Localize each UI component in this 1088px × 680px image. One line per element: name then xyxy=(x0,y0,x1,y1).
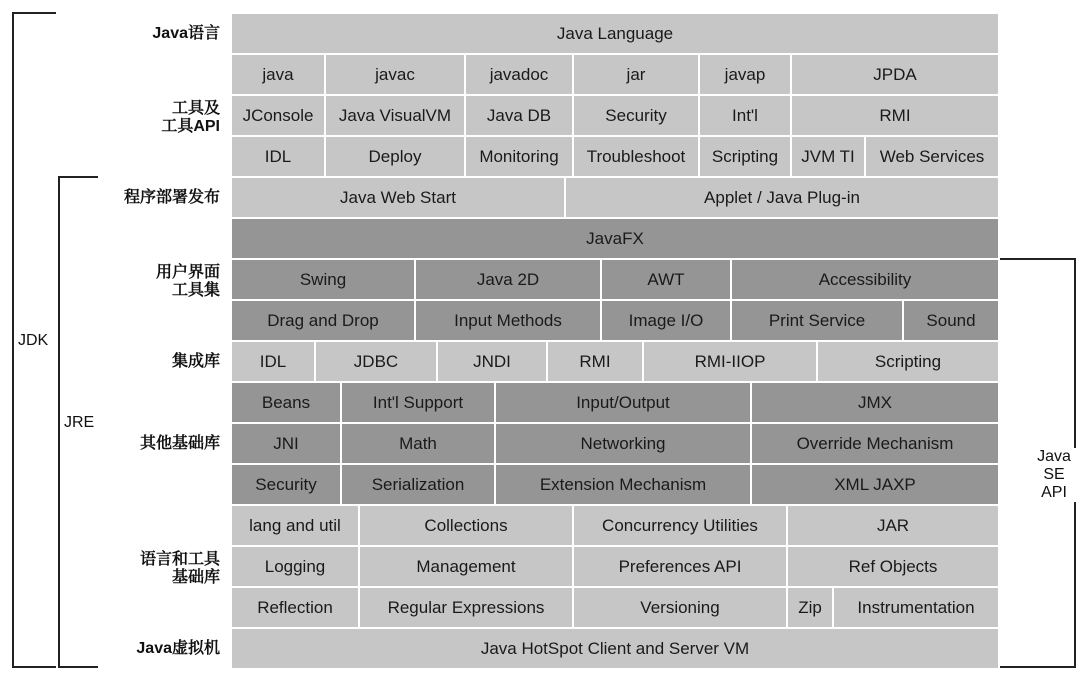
jre-label: JRE xyxy=(64,414,95,431)
cell-serialization: Serialization xyxy=(342,465,496,506)
cell-reflection: Reflection xyxy=(232,588,360,629)
row-label-ui xyxy=(100,260,220,300)
row-label-java-language: Java语言 xyxy=(152,25,220,42)
cell-logging: Logging xyxy=(232,547,360,588)
cell-applet-plugin: Applet / Java Plug-in xyxy=(566,178,1000,219)
cell-override-mechanism: Override Mechanism xyxy=(752,424,1000,465)
cell-math: Math xyxy=(342,424,496,465)
cell-tool-intl: Int'l xyxy=(700,96,792,137)
cell-tool-jar: jar xyxy=(574,55,700,96)
cell-awt: AWT xyxy=(602,260,732,301)
cell-instrumentation: Instrumentation xyxy=(834,588,1000,629)
javase-label-line1: Java SE xyxy=(1037,448,1071,483)
row-label-lang-util-line1: 语言和工具 xyxy=(139,551,220,568)
cell-integ-rmi-iiop: RMI-IIOP xyxy=(644,342,818,383)
cell-java2d: Java 2D xyxy=(416,260,602,301)
cell-integ-rmi: RMI xyxy=(548,342,644,383)
cell-preferences-api: Preferences API xyxy=(574,547,788,588)
cell-tool-scripting: Scripting xyxy=(700,137,792,178)
cell-tool-javadb: Java DB xyxy=(466,96,574,137)
cell-lang-and-util: lang and util xyxy=(232,506,360,547)
cell-tool-jpda: JPDA xyxy=(792,55,1000,96)
cell-networking: Networking xyxy=(496,424,752,465)
row-label-deploy: 程序部署发布 xyxy=(123,189,220,206)
cell-swing: Swing xyxy=(232,260,416,301)
javase-label-line2: API xyxy=(1041,484,1067,501)
cell-regular-expressions: Regular Expressions xyxy=(360,588,574,629)
cell-jni: JNI xyxy=(232,424,342,465)
cell-drag-and-drop: Drag and Drop xyxy=(232,301,416,342)
cell-sound: Sound xyxy=(904,301,1000,342)
row-label-jvm: Java虚拟机 xyxy=(136,640,220,657)
cell-tool-idl: IDL xyxy=(232,137,326,178)
cell-management: Management xyxy=(360,547,574,588)
cell-xml-jaxp: XML JAXP xyxy=(752,465,1000,506)
row-label-lang-util xyxy=(100,547,220,587)
row-label-ui-line1: 用户界面 xyxy=(155,264,220,281)
cell-tool-monitoring: Monitoring xyxy=(466,137,574,178)
row-label-tools xyxy=(100,96,220,136)
cell-integ-jdbc: JDBC xyxy=(316,342,438,383)
cell-input-output: Input/Output xyxy=(496,383,752,424)
cell-tool-webservices: Web Services xyxy=(866,137,1000,178)
cell-tool-javadoc: javadoc xyxy=(466,55,574,96)
cell-ref-objects: Ref Objects xyxy=(788,547,1000,588)
cell-integ-idl: IDL xyxy=(232,342,316,383)
cell-tool-jvmti: JVM TI xyxy=(792,137,866,178)
cell-tool-javap: javap xyxy=(700,55,792,96)
cell-integ-jndi: JNDI xyxy=(438,342,548,383)
row-label-integration: 集成库 xyxy=(171,353,220,370)
cell-tool-java: java xyxy=(232,55,326,96)
cell-accessibility: Accessibility xyxy=(732,260,1000,301)
cell-tool-deploy: Deploy xyxy=(326,137,466,178)
cell-tool-visualvm: Java VisualVM xyxy=(326,96,466,137)
cell-input-methods: Input Methods xyxy=(416,301,602,342)
row-label-tools-line1: 工具及 xyxy=(171,100,220,117)
cell-tool-jconsole: JConsole xyxy=(232,96,326,137)
cell-integ-scripting: Scripting xyxy=(818,342,1000,383)
row-label-ui-line2: 工具集 xyxy=(171,282,220,299)
cell-tool-troubleshoot: Troubleshoot xyxy=(574,137,700,178)
cell-java-web-start: Java Web Start xyxy=(232,178,566,219)
javase-label xyxy=(1026,448,1082,502)
cell-image-io: Image I/O xyxy=(602,301,732,342)
cell-beans: Beans xyxy=(232,383,342,424)
cell-jmx: JMX xyxy=(752,383,1000,424)
row-label-other-base: 其他基础库 xyxy=(139,435,220,452)
cell-tool-rmi: RMI xyxy=(792,96,1000,137)
cell-print-service: Print Service xyxy=(732,301,904,342)
cell-tool-javac: javac xyxy=(326,55,466,96)
row-label-tools-line2: 工具API xyxy=(161,118,220,135)
cell-extension-mechanism: Extension Mechanism xyxy=(496,465,752,506)
cell-java-language: Java Language xyxy=(232,14,1000,55)
cell-hotspot-vm: Java HotSpot Client and Server VM xyxy=(232,629,1000,670)
cell-base-security: Security xyxy=(232,465,342,506)
jdk-label: JDK xyxy=(18,332,49,349)
cell-javafx: JavaFX xyxy=(232,219,1000,260)
row-label-lang-util-line2: 基础库 xyxy=(171,569,220,586)
cell-versioning: Versioning xyxy=(574,588,788,629)
cell-zip: Zip xyxy=(788,588,834,629)
cell-collections: Collections xyxy=(360,506,574,547)
cell-intl-support: Int'l Support xyxy=(342,383,496,424)
cell-jar: JAR xyxy=(788,506,1000,547)
cell-tool-security: Security xyxy=(574,96,700,137)
cell-concurrency-utilities: Concurrency Utilities xyxy=(574,506,788,547)
